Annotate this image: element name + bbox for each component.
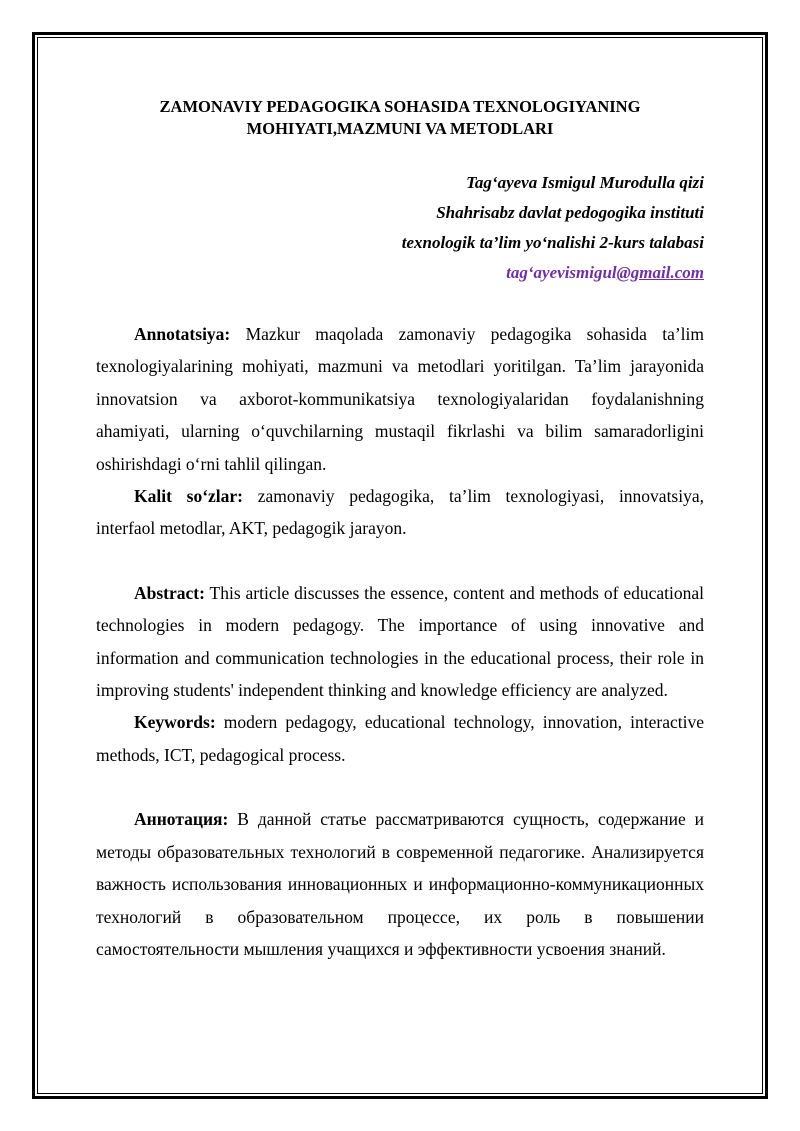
author-info <box>96 168 704 288</box>
email-domain: @gmail.com <box>616 263 704 282</box>
ru-annotation-text: В данной статье рассматриваются сущность, содержание и методы образовательных технологий в современной педагогике. Анализируется важность использования инновационных и информационно-коммуникационных технологий в образовательном процессе, их роль в повышении самостоятельности мышления учащихся и эффективности усвоения знаний. <box>96 809 704 959</box>
uz-keywords-paragraph <box>96 480 704 545</box>
en-keywords-label: Keywords: <box>134 712 216 733</box>
ru-annotation-paragraph <box>96 803 704 965</box>
uz-annotation-label: Annotatsiya: <box>134 324 231 344</box>
en-abstract-paragraph <box>96 577 704 707</box>
ru-annotation-label: Аннотация: <box>134 809 229 830</box>
author-name: Tag‘ayeva Ismigul Murodulla qizi <box>466 173 704 192</box>
en-abstract-label: Abstract: <box>134 582 205 603</box>
email-user: tag‘ayevismigul <box>506 263 617 282</box>
author-program: texnologik ta’lim yo‘nalishi 2-kurs talabasi <box>401 233 704 252</box>
uz-annotation-paragraph <box>96 318 704 480</box>
author-institution: Shahrisabz davlat pedogogika instituti <box>436 203 704 222</box>
title-line-2: MOHIYATI,MAZMUNI VA METODLARI <box>246 119 554 138</box>
author-email[interactable] <box>96 258 704 288</box>
title-line-1: ZAMONAVIY PEDAGOGIKA SOHASIDA TEXNOLOGIYANING <box>159 97 641 116</box>
en-keywords-text: modern pedagogy, educational technology, innovation, interactive methods, ICT, pedagogical process. <box>96 712 704 765</box>
en-abstract-text: This article discusses the essence, content and methods of educational technologies in modern pedagogy. The importance of using innovative and information and communication technologies in the educational process, their role in improving students' independent thinking and knowledge efficiency are analyzed. <box>96 582 704 701</box>
uz-keywords-text: zamonaviy pedagogika, ta’lim texnologiyasi, innovatsiya, interfaol metodlar, AKT, pedagogik jarayon. <box>96 486 704 539</box>
en-keywords-paragraph <box>96 706 704 771</box>
document-body <box>96 96 704 965</box>
uz-keywords-label: Kalit so‘zlar: <box>134 486 244 507</box>
article-title <box>96 96 704 140</box>
uz-annotation-text: Mazkur maqolada zamonaviy pedagogika sohasida ta’lim texnologiyalarining mohiyati, mazmuni va metodlari yoritilgan. Ta’lim jarayonida innovatsion va axborot-kommunikatsiya texnologiyalaridan foydalanishning ahamiyati, ularning o‘quvchilarning mustaqil fikrlashi va bilim samaradorligini oshirishdagi o‘rni tahlil qilingan. <box>96 324 704 474</box>
